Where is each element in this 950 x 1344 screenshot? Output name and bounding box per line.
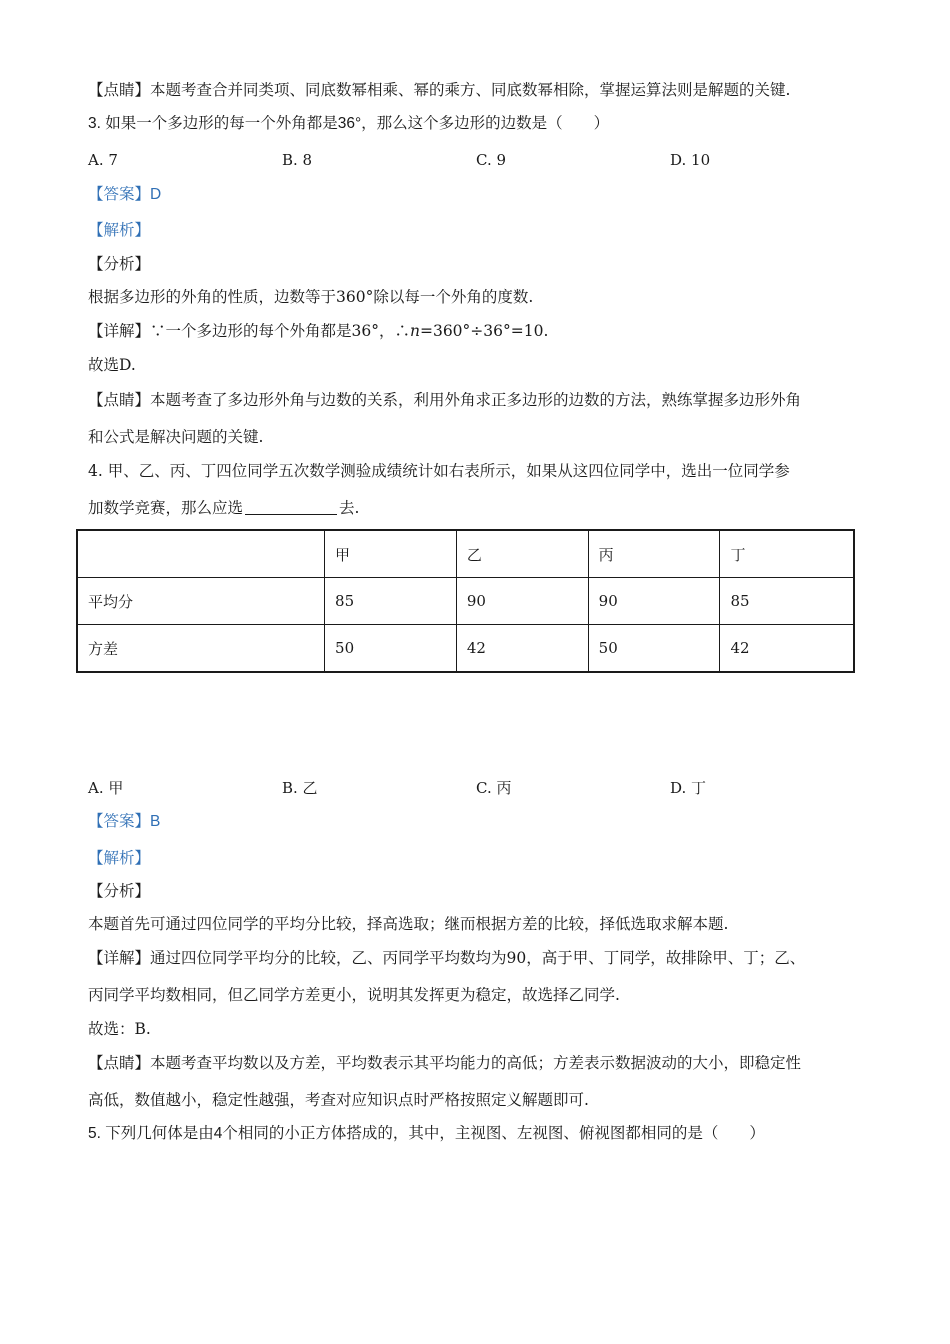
q3-option-d: D. 10 bbox=[670, 151, 711, 169]
q5-stem: 5. 下列几何体是由4个相同的小正方体搭成的，其中，主视图、左视图、俯视图都相同的是（ ） bbox=[88, 1125, 765, 1142]
q3-detail-var: n bbox=[409, 322, 420, 340]
q3-detail-pre: 【详解】∵一个多边形的每个外角都是36°，∴ bbox=[88, 322, 410, 340]
table-header-row bbox=[77, 530, 854, 578]
q4-option-a: A. 甲 bbox=[88, 779, 124, 797]
q4-option-b: B. 乙 bbox=[282, 779, 318, 797]
table-cell: 90 bbox=[456, 578, 588, 625]
table-cell: 42 bbox=[456, 625, 588, 673]
q4-option-c: C. 丙 bbox=[476, 779, 512, 797]
table-header-cell: 甲 bbox=[325, 530, 457, 578]
q4-choose: 故选：B. bbox=[88, 1020, 151, 1038]
q4-detail-line1: 【详解】通过四位同学平均分的比较，乙、丙同学平均数均为90，高于甲、丁同学，故排除甲、丁；乙、 bbox=[88, 949, 806, 967]
q3-analysis: 根据多边形的外角的性质，边数等于360°除以每一个外角的度数. bbox=[88, 288, 534, 306]
q4-detail-line2: 丙同学平均数相同，但乙同学方差更小，说明其发挥更为稳定，故选择乙同学. bbox=[88, 986, 620, 1004]
q3-comment-line2: 和公式是解决问题的关键. bbox=[88, 428, 264, 446]
prev-comment: 【点睛】本题考查合并同类项、同底数幂相乘、幂的乘方、同底数幂相除，掌握运算法则是解题的关键. bbox=[88, 81, 791, 99]
table-header-cell: 乙 bbox=[456, 530, 588, 578]
table-cell: 90 bbox=[588, 578, 720, 625]
q3-detail-post: =360°÷36°=10. bbox=[419, 322, 549, 340]
table-cell: 42 bbox=[720, 625, 854, 673]
q4-fenxi-label: 【分析】 bbox=[88, 882, 151, 900]
q4-answer: 【答案】B bbox=[88, 813, 161, 830]
q3-jiexi-label: 【解析】 bbox=[88, 221, 151, 239]
table-cell: 方差 bbox=[77, 625, 325, 673]
q4-stem-pre: 加数学竞赛，那么应选 bbox=[88, 499, 244, 517]
q3-option-a: A. 7 bbox=[88, 151, 118, 169]
table-cell: 85 bbox=[325, 578, 457, 625]
table-cell: 85 bbox=[720, 578, 854, 625]
q3-option-c: C. 9 bbox=[476, 151, 507, 169]
table-cell: 50 bbox=[588, 625, 720, 673]
q4-analysis: 本题首先可通过四位同学的平均分比较，择高选取；继而根据方差的比较，择低选取求解本题. bbox=[88, 915, 729, 933]
table-cell: 平均分 bbox=[77, 578, 325, 625]
score-table bbox=[76, 529, 855, 673]
table-row bbox=[77, 578, 854, 625]
q3-stem: 3. 如果一个多边形的每一个外角都是36°，那么这个多边形的边数是（ ） bbox=[88, 115, 610, 132]
table-header-cell: 丙 bbox=[588, 530, 720, 578]
q3-choose: 故选D. bbox=[88, 356, 136, 374]
q4-jiexi-label: 【解析】 bbox=[88, 849, 151, 867]
q4-comment-line1: 【点睛】本题考查平均数以及方差，平均数表示其平均能力的高低；方差表示数据波动的大小，即稳定性 bbox=[88, 1054, 802, 1072]
q3-fenxi-label: 【分析】 bbox=[88, 255, 151, 273]
q3-answer: 【答案】D bbox=[88, 186, 162, 203]
q3-comment-line1: 【点睛】本题考查了多边形外角与边数的关系，利用外角求正多边形的边数的方法，熟练掌握多边形外角 bbox=[88, 391, 802, 409]
q4-stem-line1: 4. 甲、乙、丙、丁四位同学五次数学测验成绩统计如右表所示，如果从这四位同学中，选出一位同学参 bbox=[88, 462, 790, 480]
q4-stem-line2 bbox=[88, 497, 359, 519]
table-header-cell bbox=[77, 530, 325, 578]
answer-blank bbox=[245, 498, 337, 515]
table-header-cell: 丁 bbox=[720, 530, 854, 578]
q4-option-d: D. 丁 bbox=[670, 779, 707, 797]
table-row bbox=[77, 625, 854, 673]
q3-detail bbox=[88, 320, 548, 342]
q3-option-b: B. 8 bbox=[282, 151, 313, 169]
q4-stem-post: 去. bbox=[339, 499, 360, 517]
table-cell: 50 bbox=[325, 625, 457, 673]
q4-comment-line2: 高低，数值越小，稳定性越强，考查对应知识点时严格按照定义解题即可. bbox=[88, 1091, 589, 1109]
